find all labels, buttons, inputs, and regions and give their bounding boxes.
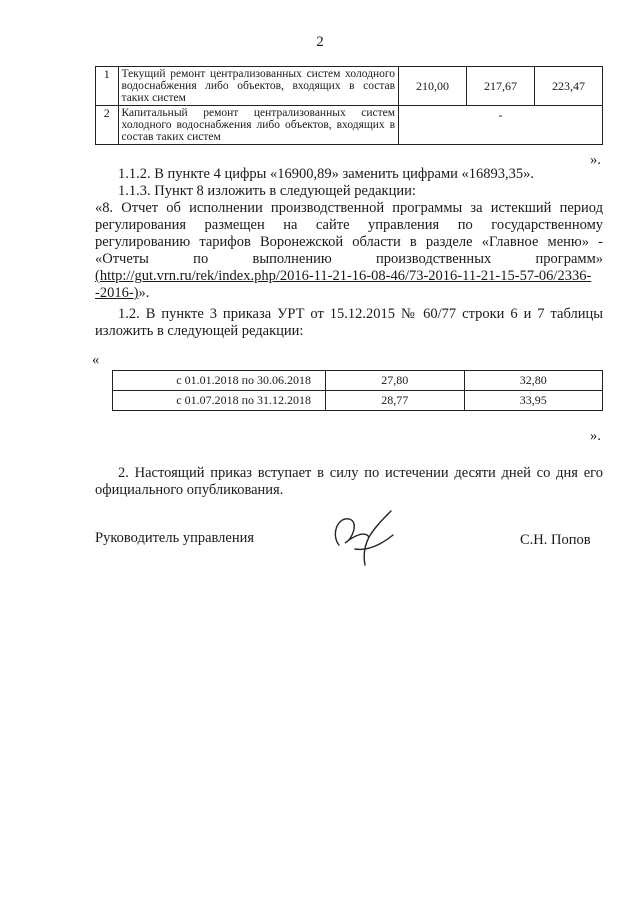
table2-closing-quote: ».	[590, 428, 601, 444]
table-row	[96, 106, 603, 145]
page-number: 2	[316, 34, 324, 50]
row-number: 2	[96, 106, 119, 145]
value-cell: 28,77	[326, 391, 465, 411]
row-number: 1	[96, 67, 119, 106]
paragraph-8-line: «8. Отчет об исполнении производственной программы за истекший период	[95, 200, 603, 216]
value-cell: 27,80	[326, 371, 465, 391]
value-cell: 32,80	[464, 371, 603, 391]
paragraph-8-line: регулирования размещен на сайте управления по государственному	[95, 217, 603, 233]
tariff-table	[112, 370, 603, 411]
row-value-merged: -	[399, 106, 603, 145]
table-row	[113, 391, 603, 411]
signatory-name: С.Н. Попов	[520, 532, 591, 548]
row-description: Текущий ремонт централизованных систем холодного водоснабжения либо объектов, входящих в состав таких систем	[118, 67, 399, 106]
report-link-end[interactable]: -2016-)	[95, 285, 139, 301]
paragraph-1-2-line: изложить в следующей редакции:	[95, 323, 304, 339]
signatory-position: Руководитель управления	[95, 530, 255, 546]
report-link[interactable]: (http://gut.vrn.ru/rek/index.php/2016-11-21-16-08-46/73-2016-11-21-15-57-06/2336-	[95, 268, 592, 284]
row-description: Капитальный ремонт централизованных систем холодного водоснабжения либо объектов, входящих в состав таких систем	[118, 106, 399, 145]
row-value: 210,00	[399, 67, 467, 106]
row-value: 217,67	[467, 67, 535, 106]
row-value: 223,47	[535, 67, 603, 106]
period-cell: с 01.07.2018 по 31.12.2018	[113, 391, 326, 411]
paragraph-8-end	[95, 285, 149, 302]
paragraph-1-1-3: 1.1.3. Пункт 8 изложить в следующей редакции:	[118, 183, 416, 199]
closing-quote: ».	[138, 285, 150, 301]
table-row	[96, 67, 603, 106]
handwritten-signature	[325, 505, 405, 575]
paragraph-8-line: «Отчеты по выполнению производственных программ»	[95, 251, 603, 267]
value-cell: 33,95	[464, 391, 603, 411]
final-paragraph-line: официального опубликования.	[95, 482, 284, 498]
final-paragraph-line: 2. Настоящий приказ вступает в силу по истечении десяти дней со дня его	[118, 465, 603, 481]
cost-table	[95, 66, 603, 145]
paragraph-8-line: регулированию тарифов Воронежской области в разделе «Главное меню» -	[95, 234, 603, 250]
table1-closing-quote: ».	[590, 152, 601, 168]
table2-opening-quote: «	[92, 352, 100, 368]
paragraph-1-2-line: 1.2. В пункте 3 приказа УРТ от 15.12.2015 № 60/77 строки 6 и 7 таблицы	[118, 306, 603, 322]
paragraph-1-1-2: 1.1.2. В пункте 4 цифры «16900,89» заменить цифрами «16893,35».	[118, 166, 535, 182]
period-cell: с 01.01.2018 по 30.06.2018	[113, 371, 326, 391]
table-row	[113, 371, 603, 391]
